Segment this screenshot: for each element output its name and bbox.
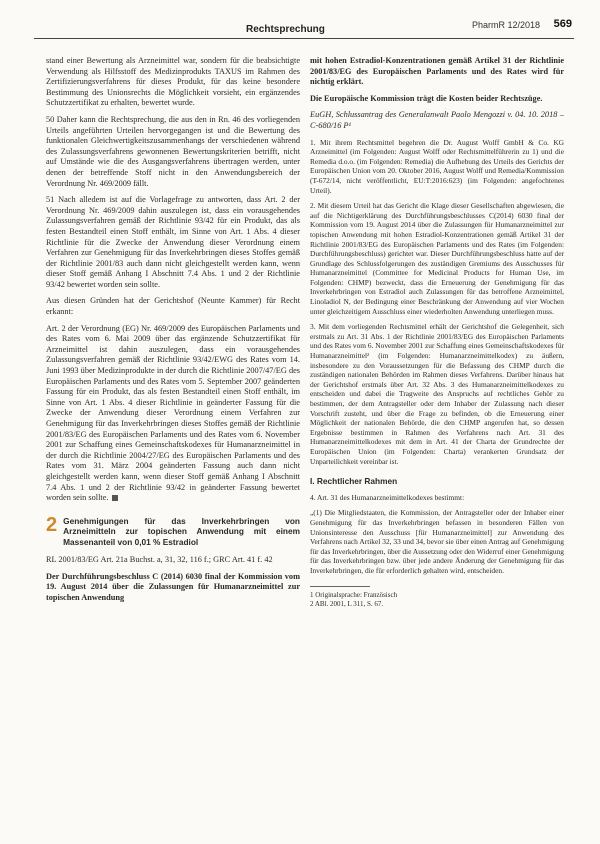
ruling-text: Art. 2 der Verordnung (EG) Nr. 469/2009 des Europäischen Parlaments und des Rates vom 6. Mai 2009 über das ergänzende Schutzzertifikat für Arzneimittel ist dahin auszulegen, dass ein vorausgehendes Zulassungsverfahren gemäß der Richtlinie 93/42/EWG des Rates vom 14. Juni 1993 über Medizinprodukte in der durch die Richtlinie 2007/47/EG des Europäischen Parlaments und des Rates vom 5. September 2007 geänderten Fassung für ein Produkt, das als festen Bestandteil einen Stoff enthält, im Sinne von Art. 1 Abs. 4 dieser Richtlinie in geänderter Fassung für die Zwecke der Anwendung dieser Verordnung einem Verfahren zur Genehmigung für das Inverkehrbringen dieses Stoffes gemäß der Richtlinie 2001/83/EG des Europäischen Parlaments und des Rates vom 6. November 2001 zur Schaffung eines Gemeinschaftskodexes für Humanarzneimittel in der durch die Richtlinie 2004/27/EG des Europäischen Parlaments und des Rates vom 31. März 2004 geänderten Fassung auch dann nicht gleichgestellt werden kann, wenn dieser Stoff gemäß Anhang I Abschnitt 7.4 Abs. 1 und 2 der Richtlinie 93/42 in geänderter Fassung bewertet worden sein sollte. <box>46 323 300 503</box>
section-heading: I. Rechtlicher Rahmen <box>310 476 398 487</box>
legal-references: RL 2001/83/EG Art. 21a Buchst. a, 31, 32, 116 f.; GRC Art. 41 f. 42 <box>46 554 273 564</box>
operative-ruling <box>46 324 300 504</box>
paragraph-4: 4. Art. 31 des Humanarzneimittelkodexes bestimmt: <box>310 492 465 502</box>
case-citation: EuGH, Schlussantrag des Generalanwalt Paolo Mengozzi v. 04. 10. 2018 – C-680/16 P¹ <box>310 110 564 130</box>
footnote-2: 2 ABl. 2001, L 311, S. 67. <box>310 599 384 608</box>
statute-quote: „(1) Die Mitgliedstaaten, die Kommission, der Antragsteller oder der Inhaber einer Genehmigung für das Inverkehrbringen befassen in besonderen Fällen von Unionsinteresse den Ausschuss [für Humanarzneimittel] zur Anwendung des Verfahrens nach Artikel 32, 33 und 34, bevor sie über einen Antrag auf Genehmigung für das Inverkehrbringen, über die Aussetzung oder den Widerruf einer Genehmigung für das Inverkehrbringen bzw. über jede andere Änderung der Genehmigung für das Inverkehrbringen, die für erforderlich gehalten wird, entscheiden. <box>310 508 564 575</box>
paragraph-continued: stand einer Bewertung als Arzneimittel war, sondern für die beabsichtigte Verwendung als Hilfsstoff des Medizinprodukts TAXUS im Rahmen des Zertifizierungsverfahrens für dieses Produkt, für das keine besondere Bestimmung des Unionsrechts die Möglichkeit vorsieht, ein ergänzendes Schutzzertifikat zu erhalten, bewertet wurde. <box>46 56 300 108</box>
header-rule <box>34 38 574 39</box>
footnote-1: 1 Originalsprache: Französisch <box>310 590 398 599</box>
paragraph-2: 2. Mit diesem Urteil hat das Gericht die Klage dieser Gesellschaften abgewiesen, die auf die Nichtigerklärung des Durchführungsbeschlusses C(2014) 6030 final der Kommission vom 19. August 2014 über die Zulassungen für Humanarzneimittel zur topischen Anwendung mit hohen Estradiol-Konzentrationen gemäß Artikel 31 der Richtlinie 2001/83/EG des Europäischen Parlaments und des Rates (im Folgenden: Durchführungsbeschluss) gerichtet war. Dieser Durchführungsbeschluss hatte auf der Grundlage des Schlussfolgerungen des zuständigen Gremiums des Ausschusses für Humanarzneimittel (Committee for Medicinal Products for Human Use, im Folgenden: CHMP) bezweckt, dass die Erneuerung der Genehmigung für das Inverkehrbringen von Estradiol auch Zulassungen für das betroffene Arzneimittel, Linoladiol N, der Bedingung einer Beschränkung der Anwendung auf vier Wochen unter gleichzeitigem Ausschluss einer wiederholten Anwendung unterliegen muss. <box>310 201 564 316</box>
left-column <box>46 56 300 609</box>
headnote: Der Durchführungsbeschluss C (2014) 6030 final der Kommission vom 19. August 2014 über die Zulassungen für Humanarzneimittel zur topischen Anwendung <box>46 571 300 602</box>
page-number: 569 <box>553 18 572 30</box>
article-number: 2 <box>46 513 58 536</box>
paragraph-51: 51 Nach alledem ist auf die Vorlagefrage zu antworten, dass Art. 2 der Verordnung Nr. 469/2009 dahin auszulegen ist, dass ein vorausgehendes Zulassungsverfahren gemäß der Richtlinie 93/42 für ein Produkt, das als festen Bestandteil einen Stoff enthält, im Sinne von Art. 1 Abs. 4 dieser Richtlinie für die Zwecke der Anwendung dieser Verordnung einem Verfahren zur Genehmigung für das Inverkehrbringen dieses Stoffes gemäß der Richtlinie 2001/83 auch dann nicht gleichgestellt werden kann, wenn dieser Stoff gemäß Anhang I Abschnitt 7.4 Abs. 1 und 2 der Richtlinie 93/42 bewertet worden sein sollte. <box>46 195 300 289</box>
headnote-continued: mit hohen Estradiol-Konzentrationen gemäß Artikel 31 der Richtlinie 2001/83/EG des Europäischen Parlaments und des Rates wird für nichtig erklärt. <box>310 56 564 87</box>
footnote-rule <box>310 586 370 587</box>
right-column <box>310 56 564 609</box>
article-title: Genehmigungen für das Inverkehrbringen von Arzneimitteln zur topischen Anwendung mit einem Massenanteil von 0,01 % Estradiol <box>63 515 300 547</box>
paragraph-50: 50 Daher kann die Rechtsprechung, die aus den in Rn. 46 des vorliegenden Urteils angeführten Urteilen hervorgegangen ist und die Bewertung des funktionalen Gleichwertigkeitszusammenhangs der verschiedenen während des Zulassungsverfahrens gewonnenen Bewertungskriterien betrifft, nicht auf Umstände wie die des Ausgangsverfahrens übertragen werden, unter denen der betreffende Stoff nicht in den Anwendungsbereich der Verordnung Nr. 469/2009 fällt. <box>46 114 300 188</box>
operative-intro: Aus diesen Gründen hat der Gerichtshof (Neunte Kammer) für Recht erkannt: <box>46 296 300 317</box>
section-label: Rechtsprechung <box>246 24 325 35</box>
page-header <box>0 16 600 42</box>
paragraph-1: 1. Mit ihrem Rechtsmittel begehren die Dr. August Wolff GmbH & Co. KG Arzneimittel (im Folgenden: August Wolff oder Rechtsmittelführerin zu 1) und die Remedia d.o.o. (im Folgenden: Remedia) die Aufhebung des Urteils des Gerichts der Europäischen Union vom 20. Oktober 2016, August Wolff und Remedia/Kommission (T-672/14, nicht veröffentlicht, EU:T:2016:623) (im Folgenden: angefochtenes Urteil). <box>310 137 564 195</box>
costs-ruling: Die Europäische Kommission trägt die Kosten beider Rechtszüge. <box>310 93 543 103</box>
journal-issue: PharmR 12/2018 <box>471 20 540 30</box>
end-of-article-icon <box>112 495 118 501</box>
paragraph-3: 3. Mit dem vorliegenden Rechtsmittel erhält der Gerichtshof die Gelegenheit, sich erstmals zu Art. 31 Abs. 1 der Richtlinie 2001/83/EG des Europäischen Parlaments und des Rates vom 6. November 2001 zur Schaffung eines Gemeinschaftskodexes für Humanarzneimittel² (im Folgenden: Humanarzneimittelkodex) zu äußern, insbesondere zu den Voraussetzungen für die Befassung des CHMP durch die zuständigen nationalen Behörden im Rahmen dieses Verfahrens. Darüber hinaus hat der Gerichtshof erstmals über Art. 32 Abs. 3 des Humanarzneimittelkodexes zu entscheiden und dabei die Tragweite des Anspruchs auf rechtliches Gehör zu bestimmen, der dem Antragsteller oder dem Inhaber der Zulassung nach dieser Vorschrift zusteht, und über die Frage zu befinden, ob die Erneuerung einer Möglichkeit der nationalen Behörde, die den CHMP angerufen hat, so dessen Ergebnisse bestimmen in Rahmen des Verfahrens nach Art. 31 des Humanarzneimittelkodexes mit dem in Art. 41 der Charta der Grundrechte der Europäischen Union (im Folgenden: Charta) verankerten Grundsatz der Unparteilichkeit vereinbar ist. <box>310 322 564 466</box>
article-heading <box>46 513 300 547</box>
